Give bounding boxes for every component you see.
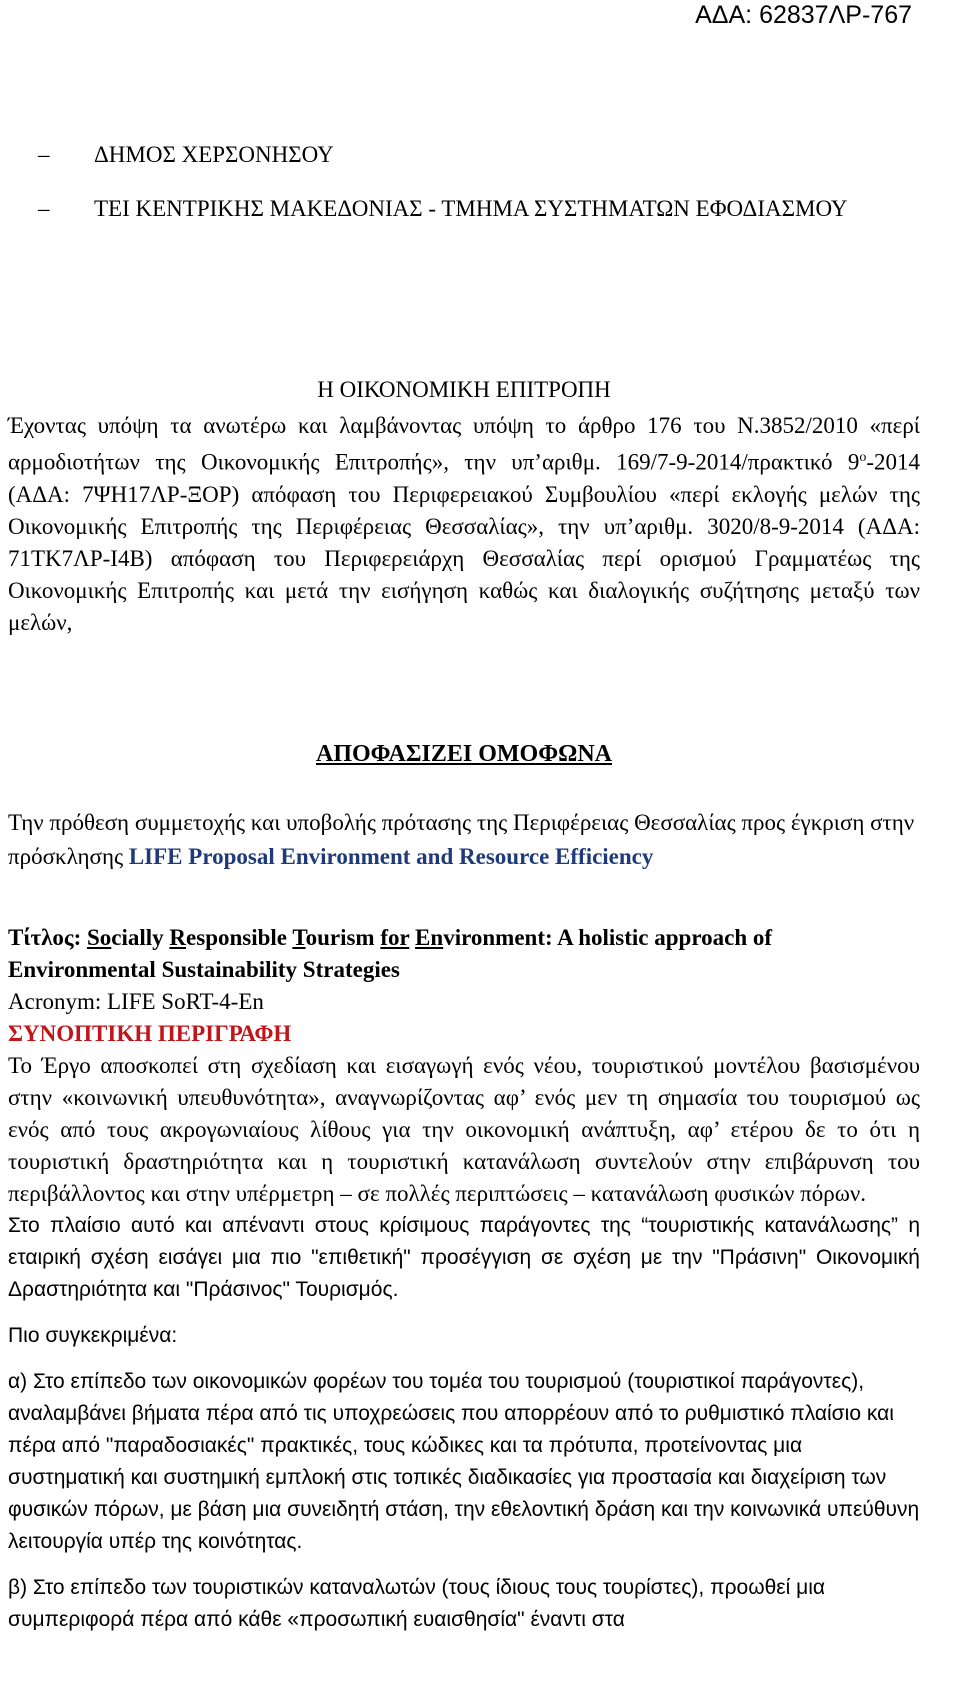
intro-paragraph — [8, 410, 920, 639]
decision-heading: ΑΠΟΦΑΣΙΖΕΙ ΟΜΟΦΩΝΑ — [316, 741, 612, 767]
description-paragraph: Στο πλαίσιο αυτό και απέναντι στους κρίσιμους παράγοντες της “τουριστικής κατανάλωσης” η εταιρική σχέση εισάγει μια πιο "επιθετική" προσέγγιση σε σχέση με την "Πράσινη" Οικονομική Δραστηριότητα και "Πράσινος" Τουρισμός. — [8, 1214, 920, 1301]
title-part: En — [415, 925, 444, 950]
dash-marker: – — [38, 142, 50, 167]
summary-heading: ΣΥΝΟΠΤΙΚΗ ΠΕΡΙΓΡΑΦΗ — [8, 1021, 292, 1046]
intent-paragraph — [8, 806, 920, 874]
title-part: T — [292, 925, 306, 950]
dash-marker: – — [38, 196, 50, 221]
description-paragraph: β) Στο επίπεδο των τουριστικών καταναλωτών (τους ίδιους τους τουρίστες), προωθεί μια συμπεριφορά πέρα από κάθε «προσωπική ευαισθησία" έναντι στα — [8, 1576, 826, 1631]
acronym: Acronym: LIFE SoRT-4-En — [8, 989, 264, 1014]
intro-text-2: -2014 (ΑΔΑ: 7ΨΗ17ΛΡ-ΞΟΡ) απόφαση του Περιφερειακού Συμβουλίου «περί εκλογής μελών της Οικονομικής Επιτροπής της Περιφέρειας Θεσσαλίας», την υπ’αριθμ. 3020/8-9-2014 (ΑΔΑ: 71ΤΚ7ΛΡ-Ι4Β) απόφαση του Περιφερειάρχη Θεσσαλίας περί ορισμού Γραμματέως της Οικονομικής Επιτροπής και μετά την εισήγηση καθώς και διαλογικής συζήτησης μεταξύ των μελών, — [8, 449, 920, 635]
title-label: Τίτλος: — [8, 925, 87, 950]
intro-text-1: Έχοντας υπόψη τα ανωτέρω και λαμβάνοντας υπόψη το άρθρο 176 του Ν.3852/2010 «περί αρμοδιοτήτων της Οικονομικής Επιτροπής», την υπ’αριθμ. 169/7-9-2014/πρακτικό 9 — [8, 413, 920, 475]
description-body — [8, 1050, 920, 1636]
intent-text: Την πρόθεση συμμετοχής και υποβολής πρότασης της Περιφέρειας Θεσσαλίας προς έγκριση στην πρόσκλησης — [8, 810, 915, 869]
recipient-list — [38, 138, 918, 246]
title-part: So — [86, 925, 112, 950]
project-title-block — [8, 922, 920, 1050]
list-item-text: ΤΕΙ ΚΕΝΤΡΙΚΗΣ ΜΑΚΕΔΟΝΙΑΣ - ΤΜΗΜΑ ΣΥΣΤΗΜΑΤΩΝ ΕΦΟΔΙΑΣΜΟΥ — [94, 196, 848, 221]
project-title — [8, 922, 920, 986]
superscript: ο — [859, 450, 867, 465]
list-item — [38, 138, 918, 172]
committee-heading: Η ΟΙΚΟΝΟΜΙΚΗ ΕΠΙΤΡΟΠΗ — [317, 377, 611, 402]
program-name: LIFE Proposal Environment and Resource Efficiency — [128, 844, 654, 869]
title-part: for — [380, 925, 410, 950]
list-item-text: ΔΗΜΟΣ ΧΕΡΣΟΝΗΣΟΥ — [94, 142, 334, 167]
ada-code: ΑΔΑ: 62837ΛΡ-767 — [695, 1, 912, 29]
description-paragraph: Πιο συγκεκριμένα: — [8, 1324, 178, 1347]
title-part: vironment: A holistic approach of Environmental Sustainability Strategies — [8, 925, 773, 982]
title-part: cially — [111, 925, 170, 950]
title-part: R — [169, 925, 187, 950]
description-paragraph: Το Έργο αποσκοπεί στη σχεδίαση και εισαγωγή ενός νέου, τουριστικού μοντέλου βασισμένου στην «κοινωνική υπευθυνότητα», αναγνωρίζοντας αφ’ ενός μεν τη σημασία του τουρισμού ως ενός από τους ακρογωνιαίους λίθους για την οικονομική ανάπτυξη, αφ’ ετέρου δε το ότι η τουριστική δραστηριότητα και η τουριστική κατανάλωση συντελούν στην επιβάρυνση του περιβάλλοντος και στην υπέρμετρη – σε πολλές περιπτώσεις – κατανάλωση φυσικών πόρων. — [8, 1053, 920, 1206]
title-part: ourism — [305, 925, 381, 950]
description-paragraph: α) Στο επίπεδο των οικονομικών φορέων του τομέα του τουρισμού (τουριστικοί παράγοντες), αναλαμβάνει βήματα πέρα από τις υποχρεώσεις που απορρέουν από το ρυθμιστικό πλαίσιο και πέρα από "παραδοσιακές" πρακτικές, τους κώδικες και τα πρότυπα, προτείνοντας μια συστηματική και συστημική εμπλοκή στις τοπικές διαδικασίες για προστασία και διαχείριση των φυσικών πόρων, με βάση μια συνειδητή στάση, την εθελοντική δράση και την κοινωνικά υπεύθυνη λειτουργία υπέρ της κοινότητας. — [8, 1370, 920, 1553]
title-part: esponsible — [186, 925, 293, 950]
list-item — [38, 192, 918, 226]
